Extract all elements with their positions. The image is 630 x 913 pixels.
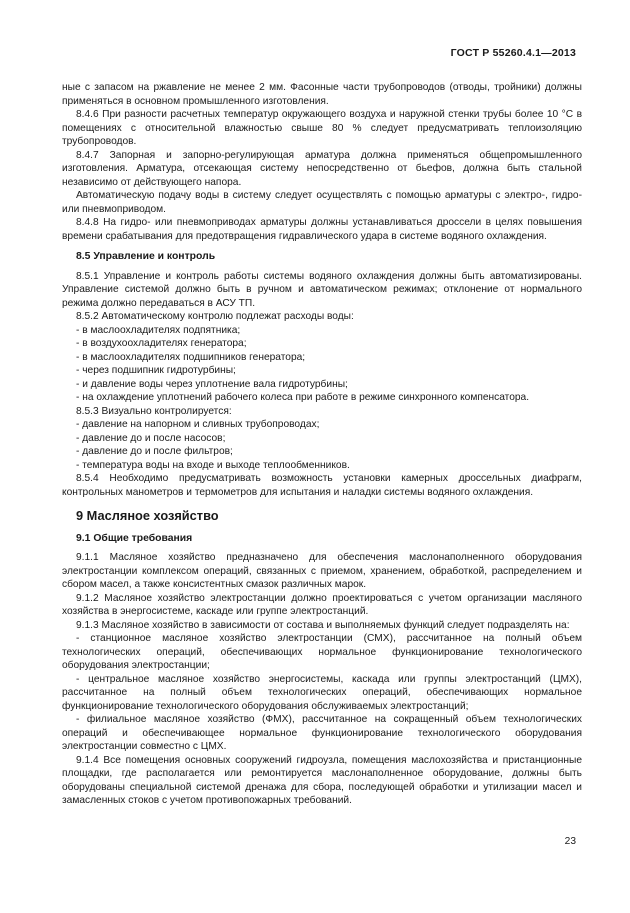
list-item: - станционное масляное хозяйство электростанции (СМХ), рассчитанное на полный объем технологических операций, обеспечивающих нормальное функционирование технологического оборудования электростанции; [62,633,582,671]
list-item: - филиальное масляное хозяйство (ФМХ), рассчитанное на сокращенный объем технологических операций и обеспечивающее нормальное функционирование технологического оборудования электростанции совместно с ЦМХ. [62,714,582,752]
list-item: - давление до и после насосов; [76,432,226,444]
list-item: - и давление воды через уплотнение вала гидротурбины; [76,378,348,390]
paragraph: ные с запасом на ржавление не менее 2 мм. Фасонные части трубопроводов (отводы, тройники) должны применяться в основном промышленного изготовления. [62,82,582,107]
clause-8-4-6: 8.4.6 При разности расчетных температур окружающего воздуха и наружной стенки трубы более 10 °С в помещениях с относительной влажностью свыше 80 % следует предусматривать теплоизоляцию трубопроводов. [62,109,582,147]
page-content [62,81,582,808]
list-item: - в воздухоохладителях генератора; [76,338,247,349]
list-item: - давление до и после фильтров; [76,446,233,457]
paragraph: Автоматическую подачу воды в систему следует осуществлять с помощью арматуры с электро-, гидро- или пневмоприводом. [62,190,582,215]
clause-8-5-2: 8.5.2 Автоматическому контролю подлежат расходы воды: [76,311,354,322]
clause-8-5-4: 8.5.4 Необходимо предусматривать возможность установки камерных дроссельных диафрагм, контрольных манометров и термометров для испытания и наладки системы водяного охлаждения. [62,473,582,498]
clause-8-5-1: 8.5.1 Управление и контроль работы системы водяного охлаждения должны быть автоматизированы. Управление системой должно быть в ручном и автоматическом режимах; отклонение от нормального режима должно передаваться в АСУ ТП. [62,270,582,309]
section-heading-9: 9 Масляное хозяйство [76,508,219,523]
list-item: - в маслоохладителях подшипников генератора; [76,351,306,363]
list-item: - на охлаждение уплотнений рабочего колеса при работе в режиме синхронного компенсатора. [76,392,530,403]
clause-8-5-3: 8.5.3 Визуально контролируется: [76,405,232,417]
clause-8-4-8: 8.4.8 На гидро- или пневмоприводах арматуры должны устанавливаться дроссели в целях повышения времени срабатывания для предотвращения гидравлического удара в системе водяного охлаждения. [62,217,582,242]
clause-8-4-7: 8.4.7 Запорная и запорно-регулирующая арматура должна применяться общепромышленного изготовления. Арматура, отсекающая систему непосредственно от бьефов, должна быть стальной независимо от действующего напора. [62,149,582,188]
subsection-heading-9-1: 9.1 Общие требования [76,532,193,544]
document-id-header: ГОСТ Р 55260.4.1—2013 [450,47,576,59]
list-item: - температура воды на входе и выходе теплообменников. [76,459,350,471]
subsection-heading-8-5: 8.5 Управление и контроль [76,251,216,262]
list-item: - в маслоохладителях подпятника; [76,324,241,336]
list-item: - через подшипник гидротурбины; [76,365,236,376]
clause-9-1-4: 9.1.4 Все помещения основных сооружений гидроузла, помещения маслохозяйства и пристанционные площадки, где располагается или ремонтируется маслонаполненное оборудование, должны быть оборудованы специальной системой дренажа для сбора, последующей обработки и утилизации масел и замасленных стоков с учетом противопожарных требований. [62,754,582,806]
clause-9-1-3: 9.1.3 Масляное хозяйство в зависимости от состава и выполняемых функций следует подразделять на: [76,619,570,631]
clause-9-1-1: 9.1.1 Масляное хозяйство предназначено для обеспечения маслонаполненного оборудования электростанции комплексом операций, связанных с приемом, хранением, обработкой, распределением и сбором масел, а также консистентных смазок различных марок. [62,552,582,590]
list-item: - центральное масляное хозяйство энергосистемы, каскада или группы электростанций (ЦМХ), рассчитанное на полный объем технологических операций, обеспечивающих нормальное функционирование технологического оборудования обслуживаемых электростанций; [62,673,582,712]
page-number: 23 [564,836,576,847]
clause-9-1-2: 9.1.2 Масляное хозяйство электростанции должно проектироваться с учетом организации масляного хозяйства в энергосистеме, каскаде или группе электростанций. [62,592,582,617]
list-item: - давление на напорном и сливных трубопроводах; [76,419,320,430]
